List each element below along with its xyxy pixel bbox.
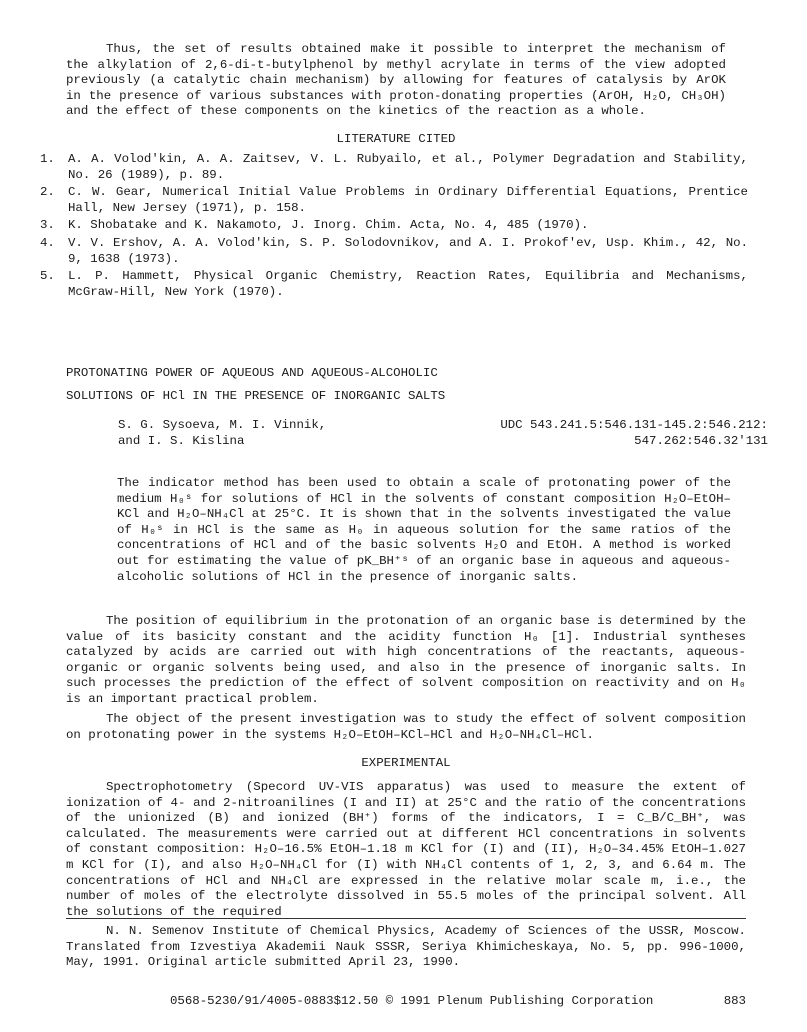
reference-item: 5. L. P. Hammett, Physical Organic Chemistry, Reaction Rates, Equilibria and Mechanisms, McGraw-Hill, New York (1970). xyxy=(40,269,748,299)
authors: S. G. Sysoeva, M. I. Vinnik, and I. S. Kislina xyxy=(118,418,327,448)
footnote-rule xyxy=(66,918,746,919)
footer-copyright: 0568-5230/91/4005-0883$12.50 © 1991 Plenum Publishing Corporation xyxy=(170,994,654,1008)
article-title-line-2: SOLUTIONS OF HCl IN THE PRESENCE OF INORGANIC SALTS xyxy=(66,388,446,403)
udc-code: UDC 543.241.5:546.131-145.2:546.212: 547.262:546.32'131 xyxy=(500,418,768,448)
abstract: The indicator method has been used to obtain a scale of protonating power of the medium H₀ˢ for solutions of HCl in the solvents of constant composition H₂O–EtOH–KCl and H₂O–NH₄Cl at 25°C. It is shown that in the solvents investigated the value of H₀ˢ in HCl is the same as H₀ in aqueous solution for the same ratios of the concentrations of HCl and of the basic solvents H₂O and EtOH. A method is worked out for estimating the value of pK_BH⁺ˢ of an organic base in aqueous and aqueous-alcoholic solutions of HCl in the presence of inorganic salts. xyxy=(117,476,731,584)
body-paragraph-1: The position of equilibrium in the protonation of an organic base is determined by the value of its basicity constant and the acidity function H₀ [1]. Industrial syntheses catalyzed by acids are carried out with high concentrations of the reactants, aqueous-organic or organic solvents being used, and also in the presence of inorganic salts. In such processes the prediction of the effect of solvent composition on reactivity and on H₀ is an important practical problem. xyxy=(66,614,746,706)
article-title xyxy=(66,366,726,404)
literature-heading: LITERATURE CITED xyxy=(336,132,456,146)
reference-item: 4. V. V. Ershov, A. A. Volod'kin, S. P. Solodovnikov, and A. I. Prokof'ev, Usp. Khim., 42, No. 9, 1638 (1973). xyxy=(40,235,748,266)
intro-paragraph: Thus, the set of results obtained make it possible to interpret the mechanism of the alkylation of 2,6-di-t-butylphenol by methyl acrylate in terms of the view adopted previously (a catalytic chain mechanism) by allowing for features of catalysis by ArOK in the presence of various substances with proton-donating properties (ArOH, H₂O, CH₃OH) and the effect of these components on the kinetics of the reaction as a whole. xyxy=(66,42,726,119)
page-number: 883 xyxy=(723,994,746,1008)
reference-list xyxy=(40,152,748,302)
footnote: N. N. Semenov Institute of Chemical Physics, Academy of Sciences of the USSR, Moscow. Translated from Izvestiya Akademii Nauk SSSR, Seriya Khimicheskaya, No. 5, pp. 996-1000, May, 1991. Original article submitted April 23, 1990. xyxy=(66,924,746,970)
article-title-line-1: PROTONATING POWER OF AQUEOUS AND AQUEOUS-ALCOHOLIC xyxy=(66,366,438,380)
reference-item: 3. K. Shobatake and K. Nakamoto, J. Inorg. Chim. Acta, No. 4, 485 (1970). xyxy=(40,218,589,233)
body-paragraph-3: Spectrophotometry (Specord UV-VIS apparatus) was used to measure the extent of ionization of 4- and 2-nitroanilines (I and II) at 25°C and the ratio of the concentrations of the unionized (B) and ionized (BH⁺) forms of the indicators, I = C_B/C_BH⁺, was calculated. The measurements were carried out at different HCl concentrations in solvents of constant composition: H₂O–16.5% EtOH–1.18 m KCl for (I) and (II), H₂O–34.45% EtOH–1.027 m KCl for (I), and also H₂O–NH₄Cl for (I) with NH₄Cl contents of 1, 2, 3, and 6.64 m. The concentrations of HCl and NH₄Cl are expressed in the relative molar scale m, i.e., the number of moles of the electrolyte dissolved in 55.5 moles of the principal solvent. All the solutions of the required xyxy=(66,780,746,919)
experimental-heading: EXPERIMENTAL xyxy=(361,756,451,770)
reference-item: 2. C. W. Gear, Numerical Initial Value Problems in Ordinary Differential Equations, Prentice Hall, New Jersey (1971), p. 158. xyxy=(40,185,748,215)
reference-item: 1. A. A. Volod'kin, A. A. Zaitsev, V. L. Rubyailo, et al., Polymer Degradation and Stability, No. 26 (1989), p. 89. xyxy=(40,152,748,182)
body-paragraph-2: The object of the present investigation was to study the effect of solvent composition on protonating power in the systems H₂O–EtOH–KCl–HCl and H₂O–NH₄Cl–HCl. xyxy=(66,712,746,742)
